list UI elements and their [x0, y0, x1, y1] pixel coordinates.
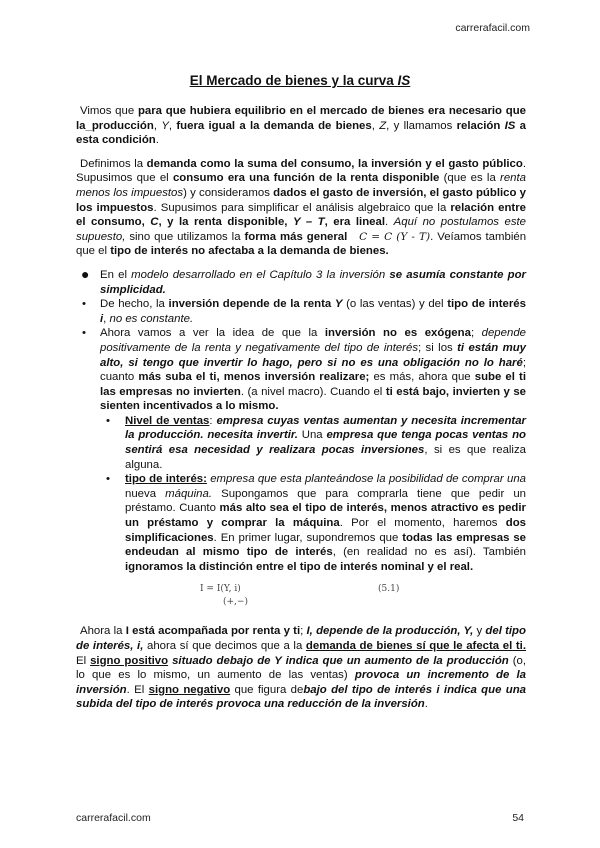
text: Y	[334, 298, 343, 311]
text: empresa que tenga pocas ventas no sentirá esa necesidad y realizara pocas inversiones	[125, 429, 526, 457]
text: tipo de interés	[447, 298, 526, 311]
text: Ahora vamos a ver la idea de que la	[100, 327, 325, 340]
title-italic: IS	[397, 73, 411, 88]
text: que figura de	[230, 683, 304, 696]
text: , (en realidad no es así). También	[332, 546, 526, 559]
text: ignoramos la distinción entre el tipo de interés nominal y el real.	[125, 560, 474, 573]
text: , y la renta disponible,	[158, 216, 293, 229]
text: modelo desarrollado en el Capítulo 3 la inversión	[131, 268, 390, 281]
text: ;	[300, 625, 307, 638]
page-title	[0, 73, 600, 88]
bullet-icon: ●	[81, 265, 90, 282]
text: . Supusimos que el	[76, 157, 526, 185]
text: ,	[168, 119, 177, 132]
paragraph-is-definition	[76, 104, 526, 148]
text: inversión no es exógena	[324, 327, 471, 340]
text: para que hubiera equilibrio en el mercado de bienes era necesario que la_producción	[76, 105, 526, 132]
text: C	[150, 216, 159, 229]
text: ; cuanto	[100, 356, 526, 384]
text: consumo era una función de la renta disponible	[172, 172, 440, 185]
text: todas las empresas se endeudan al mismo tipo de interés	[125, 531, 526, 559]
text: fuera igual a la demanda de bienes	[176, 119, 372, 132]
text: . En primer lugar, supondremos que	[213, 531, 403, 544]
text: Y – T	[292, 216, 325, 229]
text: y	[473, 625, 486, 638]
paragraph-investment-function	[76, 624, 526, 712]
text: demanda de bienes sí que le afecta el ti.	[305, 640, 526, 652]
equation-main: I = I(Y, i)	[200, 584, 241, 595]
text: . Supusimos para simplificar el análisis algebraico que la	[153, 201, 451, 214]
bullet-icon: •	[82, 327, 86, 340]
text: ti está bajo, invierten y se sienten incentivados a lo mismo.	[100, 385, 527, 413]
text: El	[76, 654, 91, 667]
text: no es constante.	[109, 312, 194, 325]
text: IS	[504, 119, 516, 132]
text: ahora sí que decimos que a la	[143, 640, 306, 652]
text: dos simplificaciones	[125, 517, 527, 544]
footer-site: carrerafacil.com	[76, 812, 151, 824]
text: más suba el ti, menos inversión realizare;	[138, 371, 370, 384]
text: provoca un incremento de la inversión	[76, 669, 526, 696]
text: empresa que esta planteándose la posibilidad de comprar una	[210, 473, 526, 486]
text: relación entre el consumo,	[76, 201, 526, 229]
paragraph-demand	[76, 157, 526, 259]
text: ti están muy alto, si tengo que invertir lo hago, pero si no es una obligación no lo haré	[100, 341, 526, 369]
text: forma más general	[244, 230, 348, 243]
text: De hecho, la	[100, 298, 169, 311]
text: Aquí no postulamos este supuesto,	[76, 216, 527, 243]
document-body	[76, 104, 526, 721]
text: tipo de interés no afectaba a la demanda de bienes.	[110, 245, 389, 258]
text: inversión depende de la renta	[168, 298, 335, 311]
text: . El	[126, 683, 149, 696]
text: ,	[153, 119, 162, 132]
text: Definimos la	[80, 157, 147, 170]
bullet-icon: •	[106, 473, 110, 486]
text: , si es que realiza alguna.	[125, 444, 526, 471]
text: bajo del tipo de interés i indica que una subida del tipo de interés provoca una reducción de la inversión	[76, 683, 527, 711]
text: situado debajo de Y indica que un aumento de la producción	[172, 654, 509, 667]
bullet-icon: •	[82, 298, 86, 311]
equation-signs: (+,−)	[223, 597, 248, 608]
bullet-list	[76, 265, 527, 574]
text: sino que utilizamos la	[125, 230, 245, 243]
text: se asumía constante por simplicidad.	[100, 268, 526, 296]
text: renta menos los impuestos	[76, 172, 526, 199]
text: máquina.	[165, 487, 212, 500]
header-site: carrerafacil.com	[455, 22, 530, 34]
text: I, depende de la producción, Y,	[306, 625, 474, 638]
page-number: 54	[512, 812, 524, 824]
text: ; si los	[418, 341, 458, 354]
list-item	[106, 414, 526, 472]
text: es más, ahora que	[369, 371, 475, 384]
text: . Veíamos también que el	[76, 230, 527, 258]
text: . (a nivel macro). Cuando el	[240, 385, 386, 398]
text: i	[100, 312, 104, 325]
text: Y	[161, 119, 169, 132]
text: más alto sea el tipo de interés, menos atractivo es pedir un préstamo y comprar la máquina	[125, 502, 526, 530]
text: (o, lo que es lo mismo, un aumento de las ventas)	[76, 654, 526, 682]
text: (o las ventas) y del	[342, 298, 448, 311]
text: demanda como la suma del consumo, la inversión y el gasto público	[146, 157, 523, 170]
equation-number: (5.1)	[378, 584, 400, 595]
text: :	[209, 414, 217, 427]
text: (que es la	[439, 172, 501, 185]
list-item	[81, 265, 526, 297]
text: del tipo de interés, i,	[76, 625, 526, 652]
text: dados el gasto de inversión, el gasto público y los impuestos	[76, 186, 527, 214]
text: , y llamamos	[386, 119, 457, 132]
text: ,	[371, 119, 380, 132]
text: Vimos que	[80, 105, 138, 117]
text: Supongamos que para comprarla tiene que pedir un préstamo. Cuanto	[125, 487, 527, 515]
consumption-formula: C = C (Y - T)	[359, 230, 431, 243]
text: depende positivamente de la renta y negativamente del tipo de interés	[100, 327, 526, 354]
text: empresa cuyas ventas aumentan y necesita incrementar la producción. necesita invertir.	[125, 414, 526, 442]
sub-bullet-list	[100, 414, 526, 575]
text: a esta condición	[76, 119, 526, 147]
text: I está acompañada por renta y ti	[125, 625, 301, 638]
equation-block	[76, 582, 526, 612]
text: En el	[100, 268, 132, 281]
list-item	[82, 297, 526, 326]
text: . Por el momento, haremos	[339, 517, 506, 530]
text: .	[424, 698, 428, 711]
text: .	[155, 134, 159, 147]
text: Ahora la	[80, 625, 126, 638]
list-item	[106, 472, 526, 574]
text: signo negativo	[148, 683, 231, 696]
title-text: El Mercado de bienes y la curva	[189, 73, 398, 88]
text: Nivel de ventas	[125, 414, 210, 427]
text: .	[385, 216, 394, 229]
text: ,	[103, 312, 110, 325]
text: sube el ti las empresas no invierten	[100, 371, 526, 398]
text: Una	[297, 429, 327, 442]
text: relación	[456, 119, 505, 132]
text: signo positivo	[90, 654, 169, 667]
text: ) y consideramos	[183, 186, 274, 199]
text: ;	[470, 327, 482, 340]
bullet-icon: •	[106, 414, 110, 427]
text: tipo de interés:	[125, 473, 207, 486]
text: Z	[379, 119, 387, 132]
text: , era lineal	[324, 216, 385, 229]
text: nueva	[125, 487, 166, 500]
list-item	[82, 326, 526, 574]
